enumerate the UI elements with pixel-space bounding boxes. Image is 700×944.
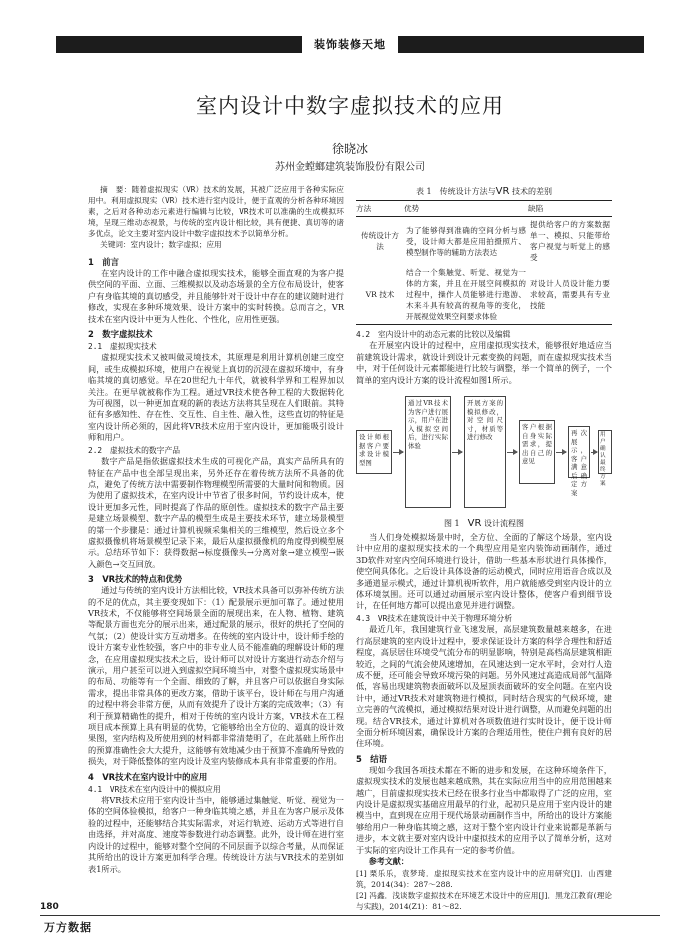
- banner-right-marker: [399, 41, 406, 48]
- flow-box-6: 用户确认最终方案: [598, 430, 612, 474]
- abstract-text: 摘 要：随着虚拟现实（VR）技术的发展，其被广泛应用于各种实际应用中。利用虚拟现实（VR）技术进行室内设计，便于直观的分析各种环境因素，之后对各种动态元素进行编辑与比较，VR技术可以准确的生成模拟环境，呈现三维动态视景，与传统的室内设计相比较，具有便捷、真切等的诸多优点，论文主要对室内设计中数字虚拟技术予以简单分析。: [88, 185, 344, 238]
- flow-arrow-2: [452, 452, 462, 453]
- section-1-paragraph: 在室内设计的工作中融合虚拟现实技术，能够全面直观的为客户提供空间的平面、立面、三维模拟以及动态场景的全方位布局设计，使客户有身临其境的真切感受，并且能够针对于设计中存在的建议随时进行修改，实现在多种环境效果、设计方案中的实时转换。总而言之，VR技术在室内设计中更为人性化、个性化，应用性更强。: [88, 268, 344, 324]
- flow-box-4: 客户根据自身实际需求，提出自己的意见: [519, 420, 555, 484]
- section-2-1-paragraph: 虚拟现实技术又被叫做灵境技术，其原理是利用计算机创建三度空间，或生成模拟环境，使用户在视觉上真切的沉浸在虚拟环境中，有身临其境的真切感觉。早在20世纪九十年代，就被科学界和工程界加以关注。在更早就被称作为工程。通过VR技术使各种工程的大数据转化为可视图，以一种更加直观的新的表达方法将其呈现在人们眼前。其特征有多感知性、存在性、交互性、自主性、融入性，这些直切的特征是室内设计所必须的，因此将VR技术应用于室内设计，更加能吸引设计师和用户。: [88, 352, 344, 443]
- flow-box-3: 开展方案的模拟修改，对空间尺寸，材质等进行修改: [464, 396, 506, 508]
- section-3-heading: 3 VR技术的特点和优势: [88, 574, 183, 585]
- section-2-heading: 2 数字虚拟技术: [88, 329, 153, 340]
- flow-box-2: 通过VR技术为客户进行展示，用户在进入模拟空间后，进行实际体验: [405, 396, 451, 508]
- figure-1-caption-vr: VR: [467, 518, 482, 530]
- table-cell-method: VR 技术: [356, 265, 404, 325]
- table-cell-advantage: 结合一个集触觉、听觉、视觉为一体的方案，并且在开展空间模拟的过程中，操作人员能够进行遨游、木来斗具有较高的视角等的变化，开展视觉效果空间要求体验: [404, 265, 528, 325]
- table-header-method: 方法: [356, 201, 404, 217]
- section-4-1-heading: 4.1 VR技术在室内设计中的模拟应用: [88, 784, 221, 794]
- section-1-heading: 1 前言: [88, 257, 119, 267]
- table-header-row: [356, 201, 612, 217]
- section-4-2-heading: 4.2 室内设计中的动态元素的比较以及编辑: [356, 330, 511, 339]
- flow-arrow-5: [591, 452, 597, 453]
- table-header-defect: 缺陷: [528, 201, 612, 217]
- table-1-caption: [356, 186, 612, 198]
- flow-box-1: 设计师根据客户要求设计模型图: [356, 430, 392, 474]
- article-title: 室内设计中数字虚拟技术的应用: [196, 94, 504, 118]
- keywords-text: 关键词：室内设计；数字虚拟；应用: [100, 240, 222, 249]
- table-1-caption-suffix: 技术的差别: [509, 187, 552, 196]
- section-2-2-heading: 2.2 虚拟技术的数字产品: [88, 445, 181, 455]
- table-cell-method: 传统设计方法: [361, 231, 399, 251]
- flow-box-5: 再次展示，客户满意后确定方案: [568, 426, 590, 478]
- figure-1-caption-prefix: 图 1: [444, 519, 468, 529]
- section-4-3-paragraph: 最近几年，我国建筑行业飞速发展，高层建筑数量越来越多，在进行高层建筑的室内设计过程中，要求保证设计方案的科学合理性和舒适程度，高层居住环境受气流分布的明显影响，特别是高档高层建筑相距较近，之间的气流会使风速增加，在风速达到一定水平时，会对行人造成不便，还可能会导致环境污染的问题。另外风速过高造成局部气温降低，容易出现建筑物表面破坏以及屋顶表面破坏的安全问题。在室内设计中，通过VR技术对建筑物进行模拟，同时结合现实的气候环境，建立完善的气流模拟，通过模拟结果对设计进行调整，从而避免问题的出现。结合VR技术，通过计算机对各项数值进行实时设计，便于设计师全面分析环境因素，确保设计方案的合理适用性，使住户拥有良好的居住环境。: [356, 624, 612, 749]
- flow-arrow-3: [507, 452, 517, 453]
- table-header-advantage: 优势: [404, 201, 528, 217]
- right-column: [356, 184, 612, 912]
- footer-watermark: 万方数据: [44, 921, 92, 934]
- flow-arrow-1: [393, 452, 403, 453]
- section-2-1-heading: 2.1 虚拟现实技术: [88, 342, 157, 352]
- section-4-3-heading: 4.3 VR技术在建筑设计中关于物理环境分析: [356, 613, 513, 623]
- table-cell-defect: 提供给客户的方案数据单一、模拟、只能带给客户视觉与听觉上的感受: [530, 220, 610, 262]
- section-2-2-paragraph: 数字产品是指依据虚拟技术生成的可视化产品，真实产品所具有的特征在产品中也全部呈现出来，另外还存在着传统方法所不具备的优点，避免了传统方法中需要制作物理模型所需要的大量时间和物质。因为使用了虚拟技术，在室内设计中节省了很多时间，节约设计成本，使设计更加多元性，同时提高了作品的原创性。虚拟技术的数字产品主要是建立场景模型、数字产品的模型生成是主要技术环节，建立场景模型的第一个步骤是：通过计算机视频采集相关的三维模型，然后设立多个虚拟摄像机将场景模型记录下来，最后从虚拟摄像机的角度得到模型展示。总结环节如下：获得数据→标度摄像头→分离对象→建立模型→嵌入颜色→交互回放。: [88, 456, 344, 569]
- figure-1-flowchart: [356, 390, 612, 516]
- section-5-heading: 5 结语: [356, 753, 387, 764]
- section-5-paragraph: 现如今我国各项技术都在不断的进步和发展，在这种环境条件下，虚拟现实技术的发展也越来越成熟，其在实际应用当中的应用范围越来越广，目前虚拟现实技术已经在很多行业当中都取得了广泛的应用，室内设计是虚拟现实基础应用最早的行业，起初只是应用于室内设计的建模当中，直到现在应用于现代场景动画制作当中，所给出的设计方案能够给用户一种身临其境之感，这对于整个室内设计行业来说都是革新与进步，本文就主要对室内设计中虚拟技术的应用予以了简单分析，这对于实际的室内设计工作具有一定的参考价值。: [356, 764, 612, 855]
- table-cell-defect: 对设计人员设计能力要求较高，需要具有专业技能: [528, 265, 612, 325]
- table-cell-advantage: 为了能够得到准确的空间分析与感受，设计师大都是应用拍摄照片、模型制作等的辅助方法表达: [406, 225, 526, 257]
- abstract-block: [88, 184, 344, 250]
- references-heading: 参考文献：: [368, 857, 409, 866]
- author-affiliation: 苏州金螳螂建筑装饰股份有限公司: [275, 162, 425, 173]
- table-1-caption-prefix: 表 1 传统设计方法与: [416, 187, 496, 196]
- table-1: [356, 200, 612, 325]
- reference-item: [2] 冯鑫．浅谈数字虚拟技术在环境艺术设计中的应用[J]．黑龙江教育(理论与实践)，2014(Z1)：81～82.: [356, 891, 612, 911]
- table-row: [356, 265, 612, 325]
- table-row: [356, 217, 612, 266]
- journal-section-banner: [56, 36, 644, 53]
- footer-divider: [40, 915, 660, 916]
- section-4-heading: 4 VR技术在室内设计中的应用: [88, 771, 208, 782]
- banner-left-marker: [294, 41, 301, 48]
- section-4-2-paragraph-2: 当人们身处模拟场景中时，全方位、全面的了解这个场景，室内设计中应用的虚拟现实技术的一个典型应用是室内装饰动画制作，通过3D软件对室内空间环境进行设计，借助一些基本形状进行具体操作，使空间具体化。之后设计具体设备的运动模式，同时应用语音合成以及多通道显示模式，通过计算机视听软件，用户就能感受到室内设计的立体环境氛围。还可以通过动画展示室内设计整体，使客户看到细节设计，在任何地方都可以提出意见并进行调整。: [356, 532, 612, 611]
- left-column: [88, 184, 344, 875]
- journal-section-label: 装饰装修天地: [302, 36, 398, 53]
- page-number: 180: [40, 902, 59, 912]
- reference-item: [1] 栗乐乐，袁梦琦．虚拟现实技术在室内设计中的应用研究[J]．山西建筑，2014(34)：287～288.: [356, 869, 612, 889]
- figure-1-caption-suffix: 设计流程图: [481, 519, 524, 529]
- section-4-1-paragraph: 将VR技术应用于室内设计当中，能够通过集触觉、听觉、视觉为一体的空间体验模拟，给客户一种身临其境之感，并且在为客户展示及体验的过程中，还能够结合其实际需求，对运行轨迹、运动方式等进行自由选择，并对高度、速度等参数进行动态调整。此外，设计师在进行室内设计的过程中，能够对整个空间的不同层面予以综合考量，从而保证其所给出的设计方案更加科学合理。传统设计方法与VR技术的差别如表1所示。: [88, 795, 344, 874]
- section-3-paragraph: 通过与传统的室内设计方法相比较，VR技术具备可以弥补传统方法的不足的优点，其主要变现如下：（1）配景展示更加可靠了。通过使用VR技术，不仅能够将空间场景全面的展现出来，在人物、植物、建筑等配景方面也充分的展示出来，通过配景的展示，很好的烘托了空间的气氛；（2）使设计实方互动增多。在传统的室内设计中，设计师手绘的设计方案专业性较强，客户中的非专业人员不能准确的理解设计师的理念，在应用虚拟现实技术之后，设计师可以对设计方案进行动态介绍与演示，用户甚至可以进入到虚拟空间环境当中，对整个虚拟现实场景中的布局、功能等有一个全面、细致的了解，并且客户可以依据自身实际需求，提出非常具体的更改方案，借助于该平台，设计师在与用户沟通的过程中将会非常方便，从而有效提升了设计方案的完成效率；（3）有利于预算精确性的提升，相对于传统的室内设计方案，VR技术在工程项目成本预算上具有明显的优势，它能够给出全方位的、逼真的设计效果图，室内结构及所使用到的材料都非常清楚明了，在此基础上所作出的预算准确性会大大提升，这能够有效地减少由于预算不准确所导致的损失，对于降低整体的室内设计及室内装修成本具有非常重要的作用。: [88, 585, 344, 767]
- figure-1-caption: [356, 518, 612, 530]
- article-author: 徐晓冰: [331, 142, 368, 156]
- table-1-caption-vr: VR: [495, 186, 510, 197]
- section-4-2-paragraph: 在开展室内设计的过程中，应用虚拟现实技术，能够很好地适应当前建筑设计需求，就设计到设计元素变换的问题，而在虚拟现实技术当中，对于任何设计元素都能进行比较与调整，举一个简单的例子，一个简单的室内设计方案的设计流程如图1所示。: [356, 340, 612, 385]
- flow-arrow-4: [556, 452, 566, 453]
